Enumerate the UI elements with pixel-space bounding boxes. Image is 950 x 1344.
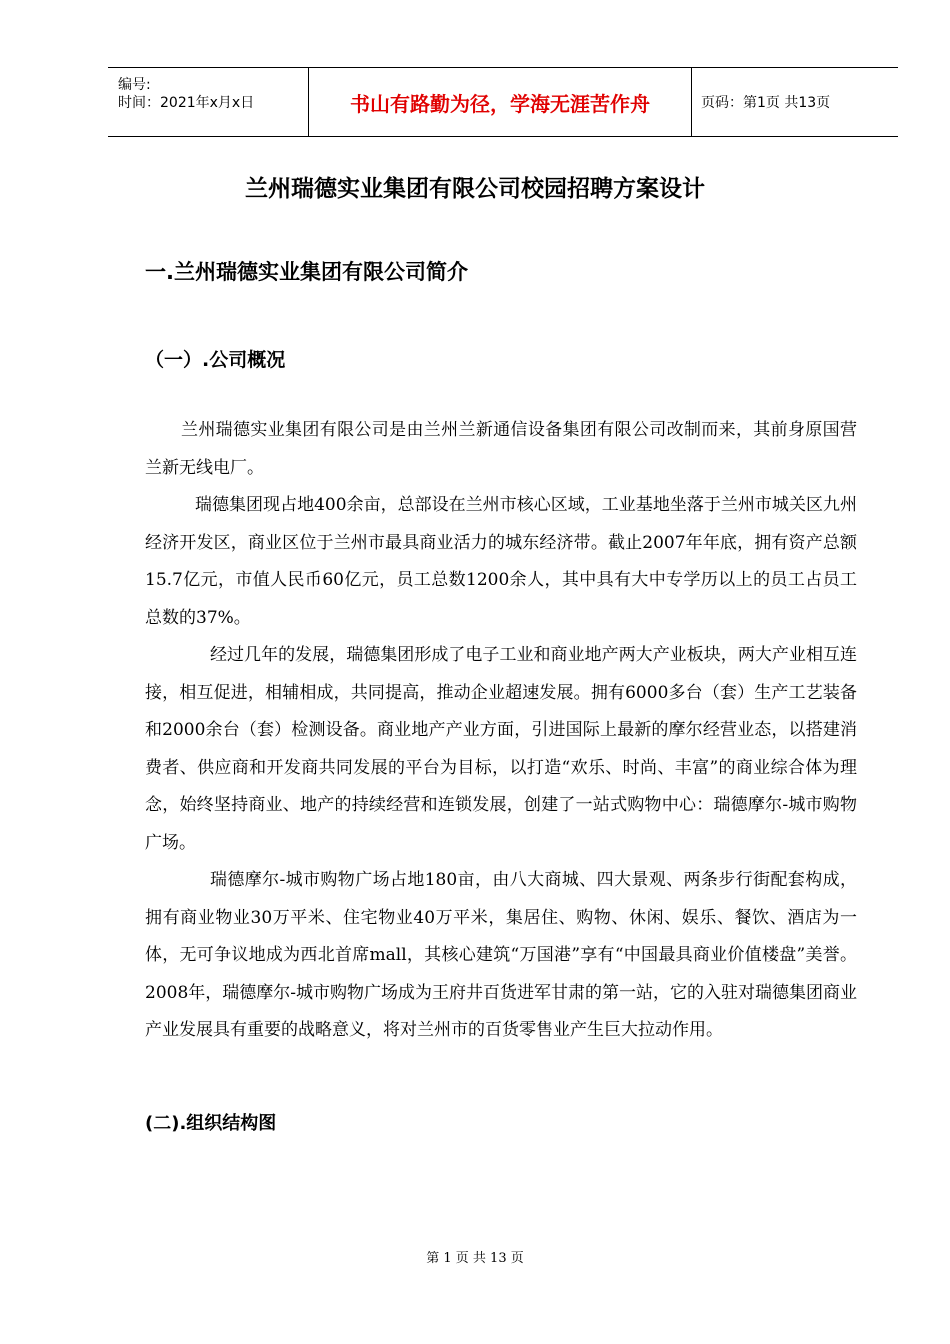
page-header [108, 67, 898, 137]
subsection-heading-overview: （一）.公司概况 [145, 349, 286, 371]
paragraph-4: 瑞德摩尔-城市购物广场占地180亩，由八大商城、四大景观、两条步行街配套构成，拥有商业物业30万平米、住宅物业40万平米，集居住、购物、休闲、娱乐、餐饮、酒店为一体，无可争议地成为西北首席mall，其核心建筑“万国港”享有“中国最具商业价值楼盘”美誉。2008年，瑞德摩尔-城市购物广场成为王府井百货进军甘肃的第一站，它的入驻对瑞德集团商业产业发展具有重要的战略意义，将对兰州市的百货零售业产生巨大拉动作用。 [145, 870, 858, 1040]
paragraph-3: 经过几年的发展，瑞德集团形成了电子工业和商业地产两大产业板块，两大产业相互连接，相互促进，相辅相成，共同提高，推动企业超速发展。拥有6000多台（套）生产工艺装备和2000余台（套）检测设备。商业地产产业方面，引进国际上最新的摩尔经营业态，以搭建消费者、供应商和开发商共同发展的平台为目标，以打造“欢乐、时尚、丰富”的商业综合体为理念，始终坚持商业、地产的持续经营和连锁发展，创建了一站式购物中心：瑞德摩尔-城市购物广场。 [145, 645, 857, 853]
number-label: 编号: [118, 77, 151, 93]
document-title: 兰州瑞德实业集团有限公司校园招聘方案设计 [245, 176, 705, 202]
section-heading-company-intro: 一.兰州瑞德实业集团有限公司简介 [145, 260, 468, 284]
page-footer: 第 1 页 共 13 页 [426, 1251, 524, 1266]
paragraph-2: 瑞德集团现占地400余亩，总部设在兰州市核心区域，工业基地坐落于兰州市城关区九州经济开发区，商业区位于兰州市最具商业活力的城东经济带。截止2007年年底，拥有资产总额15.7亿元，市值人民币60亿元，员工总数1200余人，其中具有大中专学历以上的员工占员工总数的37%。 [145, 495, 857, 628]
header-page-info: 页码：第1页 共13页 [701, 95, 831, 111]
header-motto-cell [308, 68, 692, 136]
header-meta [108, 68, 308, 136]
motto-text: 书山有路勤为径，学海无涯苦作舟 [350, 91, 650, 116]
subsection-heading-org-chart: (二).组织结构图 [145, 1113, 277, 1134]
time-label: 时间：2021年x月x日 [118, 95, 255, 111]
paragraph-1: 兰州瑞德实业集团有限公司是由兰州兰新通信设备集团有限公司改制而来，其前身原国营兰新无线电厂。 [145, 420, 857, 478]
